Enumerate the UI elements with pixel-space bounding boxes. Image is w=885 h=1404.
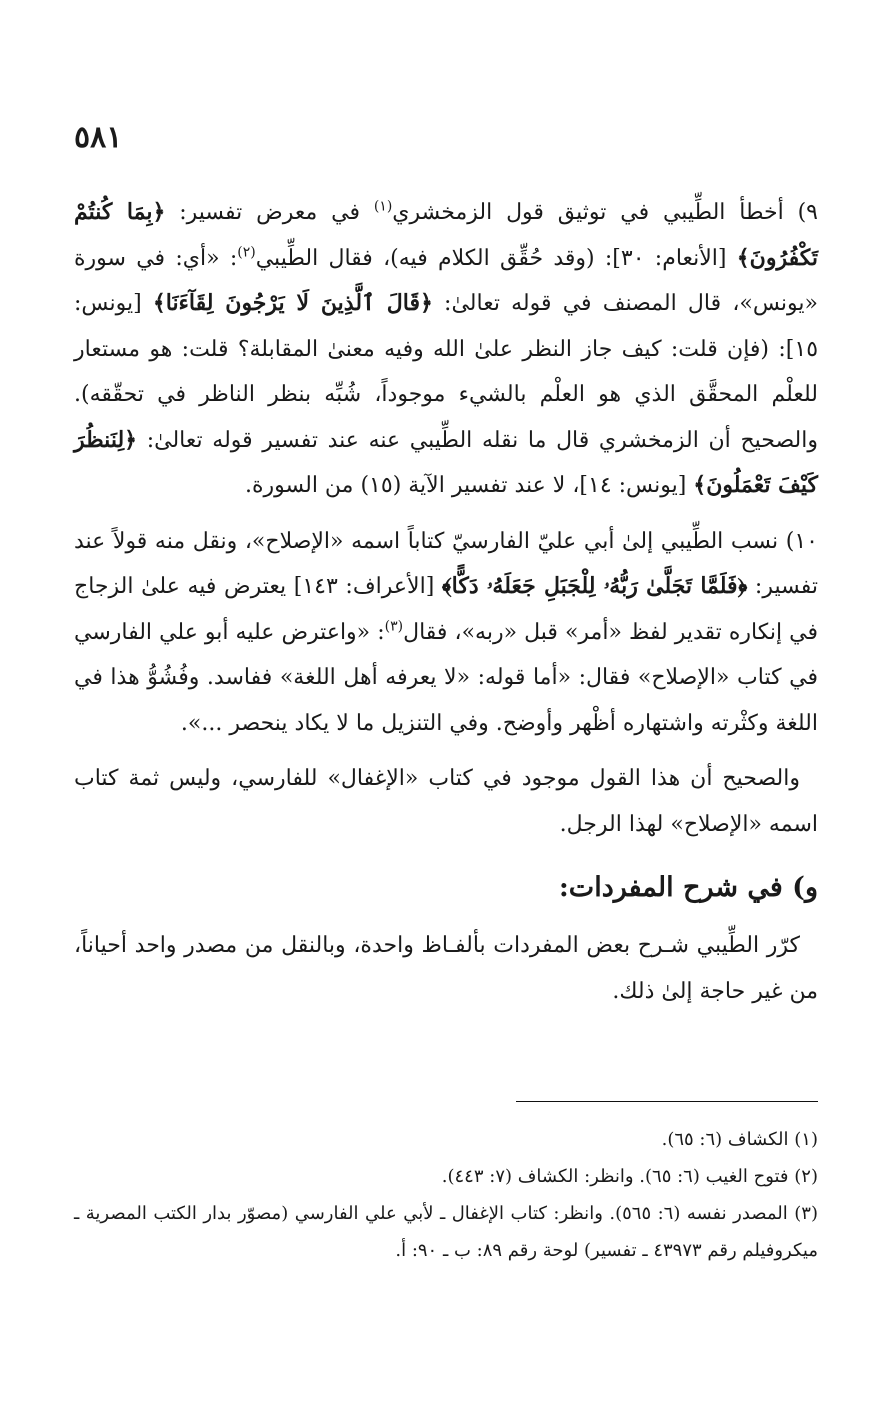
footnote-3: (٣) المصدر نفسه (٦: ٥٦٥). وانظر: كتاب الإغفال ـ لأبي علي الفارسي (مصوّر بدار الكتب المصرية ـ ميكروفيلم رقم ٤٣٩٧٣ ـ تفسير) لوحة رقم ٨٩: ب ـ ٩٠: أ. [74, 1203, 818, 1261]
section-heading: و) في شرح المفردات: [558, 872, 818, 903]
quran-verse: ﴿لِنَنظُرَ كَيْفَ تَعْمَلُونَ﴾ [74, 426, 818, 498]
quran-verse: ﴿فَلَمَّا تَجَلَّىٰ رَبُّهُۥ لِلْجَبَلِ جَعَلَهُۥ دَكًّا﴾ [441, 573, 748, 599]
text-run: ١٠) نسب الطِّيبي إلىٰ أبي عليّ الفارسيّ كتاباً اسمه «الإصلاح»، ونقل منه قولاً عند تفسير: [74, 528, 819, 599]
paragraph-item-10 [74, 519, 818, 747]
footnote-ref-1[interactable]: (١) [373, 198, 393, 215]
footnote-1: (١) الكشاف (٦: ٦٥). [661, 1129, 818, 1150]
footnote-2: (٢) فتوح الغيب (٦: ٦٥). وانظر: الكشاف (٧: ٤٤٣). [441, 1166, 818, 1187]
page-number: ٥٨١ [74, 120, 123, 155]
text-run: : «واعترض عليه أبو علي الفارسي في كتاب «الإصلاح» فقال: «أما قوله: «لا يعرفه أهل اللغة» ففاسد. وفُشُوُّ هذا في اللغة وكثْرته واشتهاره أظْهر وأوضح. وفي التنزيل ما لا يكاد ينحصر ...». [74, 619, 818, 736]
footnote-ref-2[interactable]: (٢) [237, 244, 256, 261]
paragraph-item-9 [74, 190, 818, 509]
footnote-separator [516, 1101, 818, 1102]
text-run: ٩) أخطأ الطِّيبي في توثيق قول الزمخشري [392, 200, 818, 225]
text-run: [الأعراف: ١٤٣] يعترض فيه علىٰ الزجاج في إنكاره تقدير لفظ «أمر» قبل «ربه»، فقال [74, 574, 818, 645]
quran-verse: ﴿قَالَ ٱلَّذِينَ لَا يَرْجُونَ لِقَآءَنَا﴾ [152, 290, 433, 316]
quran-verse: ﴿بِمَا كُنتُمْ تَكْفُرُونَ﴾ [74, 199, 818, 271]
main-text [74, 190, 818, 1014]
section-paragraph: كرّر الطِّيبي شـرح بعض المفردات بألفـاظ واحدة، وبالنقل من مصدر واحد أحياناً، من غير حاجة إلىٰ ذلك. [74, 933, 818, 1004]
footnotes [74, 1121, 818, 1269]
paragraph-correction: والصحيح أن هذا القول موجود في كتاب «الإغفال» للفارسي، وليس ثمة كتاب اسمه «الإصلاح» لهذا الرجل. [74, 766, 818, 837]
text-run: [يونس: ١٤]، لا عند تفسير الآية (١٥) من السورة. [244, 473, 694, 498]
text-run: [يونس: ١٥]: (فإن قلت: كيف جاز النظر علىٰ الله وفيه معنىٰ المقابلة؟ قلت: هو مستعار للعلْم المحقَّق الذي هو العلْم بالشيء موجوداً، شُبِّه بنظر الناظر في تحقّقه). والصحيح أن الزمخشري قال ما نقله الطِّيبي عنه عند تفسير قوله تعالىٰ: [74, 291, 819, 453]
text-run: [الأنعام: ٣٠]: (وقد حُقِّق الكلام فيه)، فقال الطِّيبي [255, 245, 737, 271]
text-run: : «أي: في سورة «يونس»، قال المصنف في قوله تعالىٰ: [74, 245, 818, 316]
text-run: في معرض تفسير: [165, 200, 374, 225]
footnote-ref-3[interactable]: (٣) [384, 618, 404, 635]
